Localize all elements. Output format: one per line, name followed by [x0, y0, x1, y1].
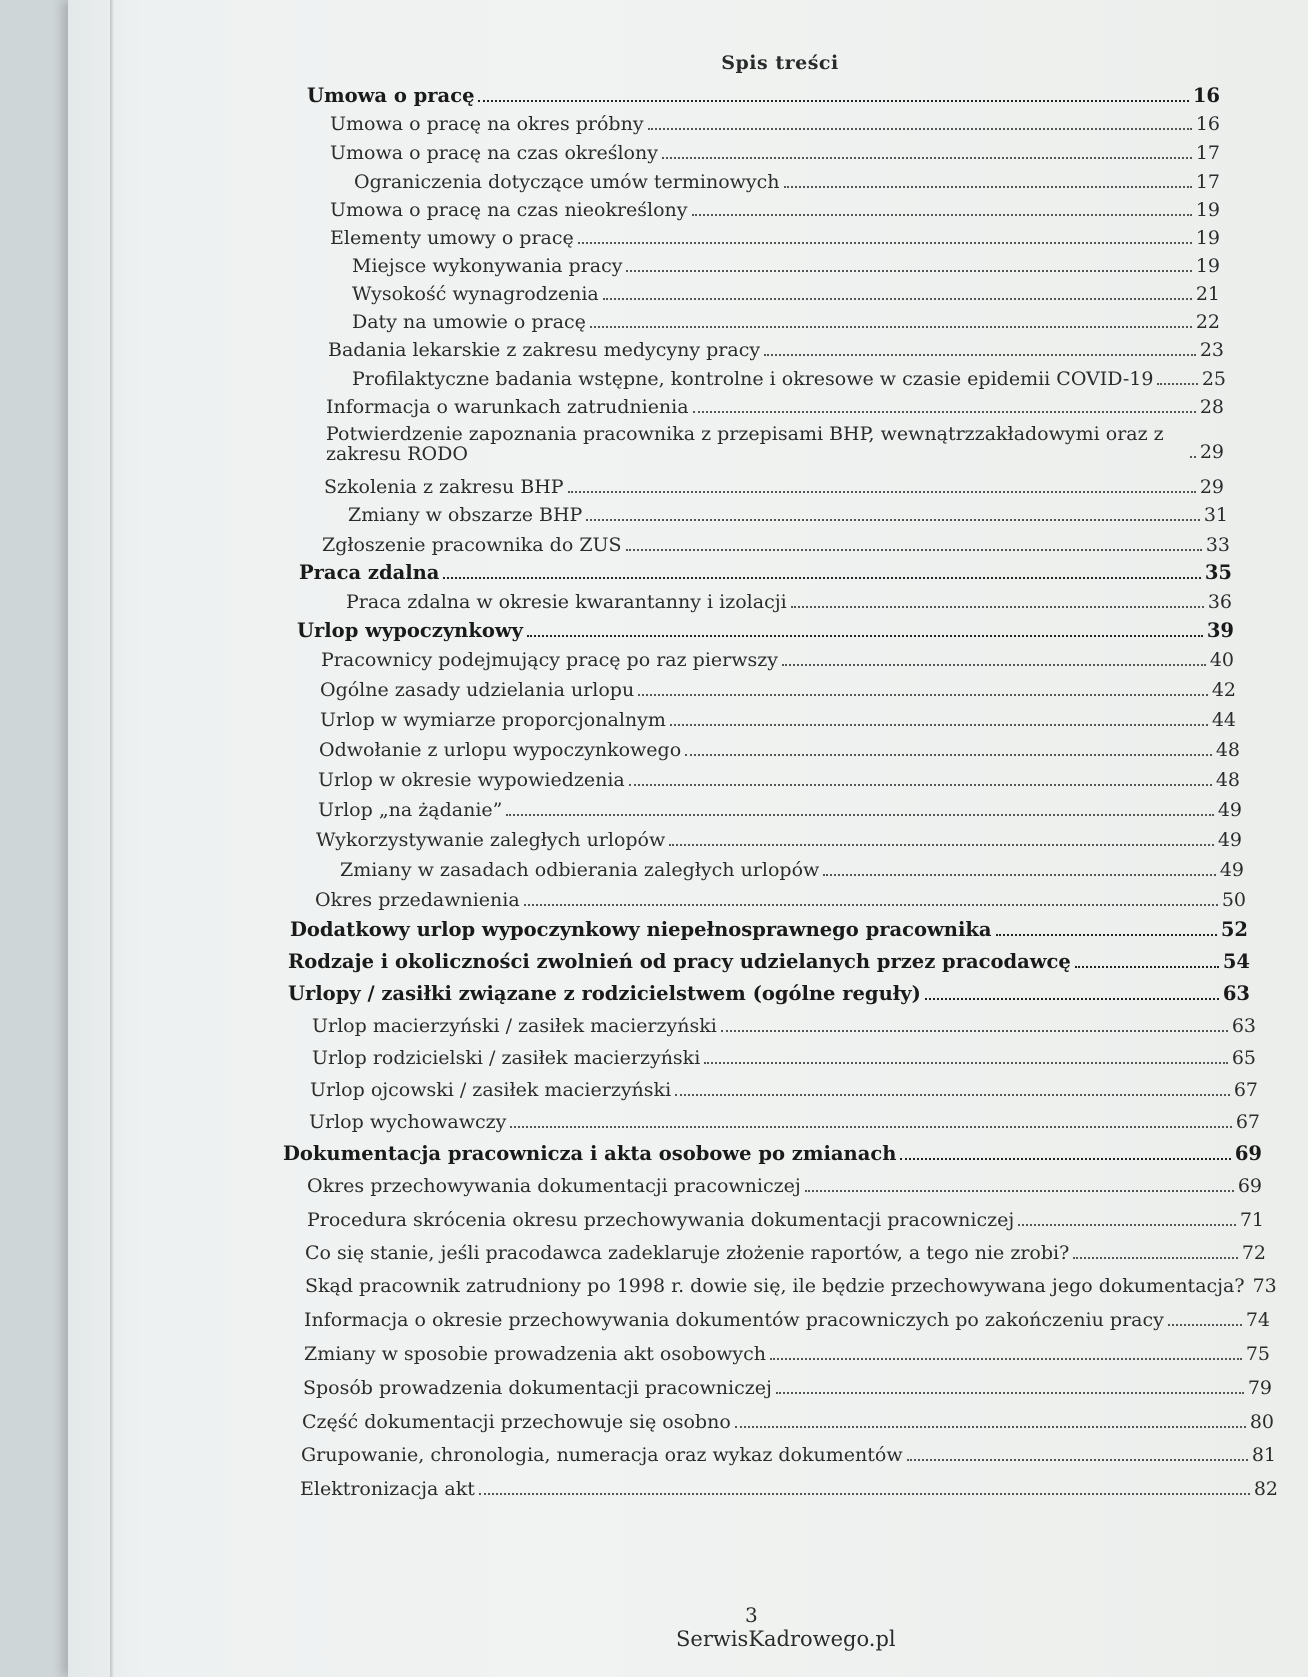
toc-section-entry [288, 950, 1250, 974]
toc-entry-page: 48 [1215, 769, 1240, 791]
toc-title: Spis treści [721, 52, 839, 74]
toc-entry-page: 17 [1195, 171, 1220, 193]
dot-leader [784, 184, 1192, 188]
dot-leader [925, 996, 1219, 1000]
toc-entry-page: 16 [1192, 84, 1220, 107]
toc-entry-title: Zgłoszenie pracownika do ZUS [322, 534, 622, 556]
toc-entry-page: 79 [1247, 1377, 1272, 1399]
toc-entry-title: Grupowanie, chronologia, numeracja oraz wykaz dokumentów [301, 1444, 903, 1466]
toc-entry-title: Wykorzystywanie zaległych urlopów [316, 829, 666, 851]
dot-leader [823, 872, 1216, 876]
toc-entry-title: Zmiany w obszarze BHP [348, 504, 583, 526]
toc-subsection-entry [354, 170, 1220, 194]
toc-entry-page: 23 [1199, 339, 1224, 361]
toc-section-entry [283, 1142, 1262, 1166]
dot-leader [638, 692, 1208, 696]
toc-entry-page: 67 [1233, 1079, 1258, 1101]
toc-entry-title: Badania lekarskie z zakresu medycyny pracy [328, 339, 761, 361]
dot-leader [907, 1457, 1248, 1461]
toc-entry-page: 21 [1195, 283, 1220, 305]
dot-leader [1075, 964, 1219, 968]
toc-entry-page: 80 [1249, 1411, 1274, 1433]
toc-section-entry [290, 918, 1248, 942]
toc-entry-page: 73 [1252, 1275, 1277, 1297]
toc-entry-page: 28 [1199, 396, 1224, 418]
toc-entry-title: Informacja o warunkach zatrudnienia [326, 396, 689, 418]
dot-leader [735, 1424, 1246, 1428]
dot-leader [693, 409, 1196, 413]
dot-leader [669, 842, 1214, 846]
toc-entry-title: Urlop w okresie wypowiedzenia [318, 769, 625, 791]
dot-leader [704, 1060, 1228, 1064]
dot-leader [670, 722, 1208, 726]
toc-entry-page: 42 [1211, 679, 1236, 701]
toc-subsection-entry [312, 1046, 1256, 1070]
toc-subsection-entry [346, 590, 1232, 614]
toc-subsection-entry [319, 738, 1240, 762]
toc-entry-title: Co się stanie, jeśli pracodawca zadeklaruje złożenie raportów, a tego nie zrobi? [305, 1242, 1070, 1264]
toc-subsection-entry [318, 798, 1242, 822]
dot-leader [626, 268, 1191, 272]
toc-subsection-entry [300, 1477, 1278, 1501]
dot-leader [648, 126, 1192, 130]
toc-entry-page: 71 [1239, 1209, 1264, 1231]
dot-leader [629, 782, 1212, 786]
toc-entry-title: Urlopy / zasiłki związane z rodzicielstwem (ogólne reguły) [288, 982, 921, 1005]
toc-subsection-entry [316, 828, 1242, 852]
toc-entry-page: 19 [1195, 199, 1220, 221]
toc-entry-title: Informacja o okresie przechowywania dokumentów pracowniczych po zakończeniu pracy [304, 1309, 1164, 1331]
toc-entry-title: Pracownicy podejmujący pracę po raz pierwszy [321, 649, 778, 671]
toc-subsection-entry [310, 1078, 1258, 1102]
toc-section-entry [307, 84, 1220, 108]
dot-leader [1073, 1255, 1238, 1259]
dot-leader [626, 547, 1202, 551]
toc-subsection-entry [326, 424, 1224, 464]
toc-entry-title: Urlop w wymiarze proporcjonalnym [320, 709, 666, 731]
toc-entry-title: Okres przechowywania dokumentacji pracowniczej [307, 1175, 801, 1197]
dot-leader [1168, 1322, 1242, 1326]
toc-subsection-entry [352, 310, 1220, 334]
dot-leader [782, 662, 1206, 666]
toc-entry-page: 82 [1253, 1478, 1278, 1500]
toc-subsection-entry [330, 141, 1220, 165]
dot-leader [996, 932, 1217, 936]
toc-entry-page: 54 [1222, 950, 1250, 973]
toc-entry-page: 74 [1245, 1309, 1270, 1331]
toc-entry-page: 16 [1195, 113, 1220, 135]
toc-entry-page: 81 [1251, 1444, 1276, 1466]
toc-entry-title: Szkolenia z zakresu BHP [324, 476, 564, 498]
toc-entry-page: 50 [1221, 889, 1246, 911]
dot-leader [527, 633, 1203, 637]
toc-entry-title: Urlop wychowawczy [309, 1111, 507, 1133]
toc-entry-page: 36 [1207, 591, 1232, 613]
toc-subsection-entry [307, 1208, 1264, 1232]
toc-subsection-entry [321, 648, 1234, 672]
toc-entry-title: Umowa o pracę [307, 84, 475, 107]
toc-entry-title: Dodatkowy urlop wypoczynkowy niepełnosprawnego pracownika [290, 918, 992, 941]
toc-entry-page: 39 [1206, 619, 1234, 642]
toc-entry-title: Umowa o pracę na czas określony [330, 142, 658, 164]
toc-entry-page: 49 [1217, 829, 1242, 851]
toc-subsection-entry [315, 888, 1246, 912]
toc-entry-title: Odwołanie z urlopu wypoczynkowego [319, 739, 682, 761]
toc-entry-title: Potwierdzenie zapoznania pracownika z przepisami BHP, wewnątrzzakładowymi oraz z zakresu RODO [326, 423, 1164, 465]
toc-subsection-entry [352, 367, 1226, 391]
toc-entry-page: 35 [1204, 561, 1232, 584]
toc-entry-page: 65 [1231, 1047, 1256, 1069]
toc-entry-title: Urlop „na żądanie” [318, 799, 503, 821]
dot-leader [770, 1356, 1242, 1360]
footer-site: SerwisKadrowego.pl [676, 1627, 896, 1651]
toc-entry-page: 22 [1195, 311, 1220, 333]
dot-leader [478, 98, 1188, 102]
dot-leader [443, 575, 1200, 579]
toc-entry-title: Urlop ojcowski / zasiłek macierzyński [310, 1079, 672, 1101]
toc-entry-page: 19 [1195, 227, 1220, 249]
toc-subsection-entry [307, 1174, 1262, 1198]
toc-subsection-entry [340, 858, 1244, 882]
toc-subsection-entry [304, 1308, 1270, 1332]
toc-entry-page: 69 [1234, 1142, 1262, 1165]
dot-leader [805, 1188, 1234, 1192]
toc-entry-title: Umowa o pracę na czas nieokreślony [330, 199, 688, 221]
toc-subsection-entry [305, 1274, 1277, 1298]
toc-entry-title: Umowa o pracę na okres próbny [330, 113, 644, 135]
toc-entry-title: Praca zdalna w okresie kwarantanny i izolacji [346, 591, 787, 613]
toc-entry-title: Urlop macierzyński / zasiłek macierzyński [312, 1015, 717, 1037]
dot-leader [479, 1491, 1250, 1495]
toc-subsection-entry [320, 708, 1236, 732]
toc-entry-page: 33 [1205, 534, 1230, 556]
dot-leader [568, 489, 1196, 493]
toc-entry-page: 29 [1199, 441, 1224, 463]
toc-entry-title: Wysokość wynagrodzenia [352, 283, 599, 305]
dot-leader [510, 1124, 1231, 1128]
toc-entry-page: 31 [1203, 504, 1228, 526]
toc-entry-title: Część dokumentacji przechowuje się osobno [302, 1411, 731, 1433]
dot-leader [721, 1028, 1228, 1032]
toc-entry-title: Zmiany w zasadach odbierania zaległych urlopów [340, 859, 820, 881]
toc-entry-title: Elektronizacja akt [300, 1478, 475, 1500]
dot-leader [524, 902, 1218, 906]
toc-section-entry [299, 561, 1232, 585]
toc-entry-title: Ogólne zasady udzielania urlopu [320, 679, 635, 701]
dot-leader [1157, 381, 1197, 385]
toc-subsection-entry [330, 226, 1220, 250]
toc-entry-title: Okres przedawnienia [315, 889, 520, 911]
dot-leader [764, 352, 1196, 356]
dot-leader [776, 1390, 1244, 1394]
toc-subsection-entry [318, 768, 1240, 792]
toc-subsection-entry [305, 1241, 1266, 1265]
toc-subsection-entry [324, 475, 1224, 499]
toc-entry-title: Miejsce wykonywania pracy [352, 255, 623, 277]
toc-entry-title: Sposób prowadzenia dokumentacji pracowniczej [303, 1377, 772, 1399]
toc-subsection-entry [320, 678, 1236, 702]
toc-entry-page: 63 [1231, 1015, 1256, 1037]
toc-subsection-entry [330, 198, 1220, 222]
toc-entry-page: 19 [1195, 255, 1220, 277]
toc-entry-title: Skąd pracownik zatrudniony po 1998 r. dowie się, ile będzie przechowywana jego dokumentacja? [305, 1275, 1245, 1297]
toc-subsection-entry [304, 1342, 1270, 1366]
toc-entry-title: Urlop rodzicielski / zasiłek macierzyński [312, 1047, 701, 1069]
toc-subsection-entry [309, 1110, 1260, 1134]
toc-entry-page: 17 [1195, 142, 1220, 164]
toc-subsection-entry [326, 395, 1224, 419]
toc-entry-title: Rodzaje i okoliczności zwolnień od pracy udzielanych przez pracodawcę [288, 950, 1071, 973]
toc-entry-page: 49 [1217, 799, 1242, 821]
dot-leader [675, 1092, 1230, 1096]
toc-entry-title: Praca zdalna [299, 561, 440, 584]
dot-leader [1190, 454, 1196, 458]
dot-leader [1018, 1222, 1236, 1226]
toc-entry-title: Dokumentacja pracownicza i akta osobowe po zmianach [283, 1142, 897, 1165]
toc-subsection-entry [328, 338, 1224, 362]
toc-entry-page: 52 [1220, 918, 1248, 941]
dot-leader [685, 752, 1212, 756]
toc-entry-title: Zmiany w sposobie prowadzenia akt osobowych [304, 1343, 766, 1365]
toc-subsection-entry [303, 1376, 1272, 1400]
dot-leader [506, 812, 1213, 816]
toc-subsection-entry [301, 1443, 1276, 1467]
toc-entry-title: Urlop wypoczynkowy [297, 619, 523, 642]
dot-leader [590, 324, 1192, 328]
toc-subsection-entry [302, 1410, 1274, 1434]
dot-leader [586, 517, 1199, 521]
toc-subsection-entry [312, 1014, 1256, 1038]
toc-subsection-entry [348, 503, 1228, 527]
toc-entry-page: 25 [1201, 368, 1226, 390]
dot-leader [692, 212, 1192, 216]
toc-entry-title: Elementy umowy o pracę [330, 227, 574, 249]
toc-entry-title: Procedura skrócenia okresu przechowywania dokumentacji pracowniczej [307, 1209, 1015, 1231]
toc-entry-title: Profilaktyczne badania wstępne, kontrolne i okresowe w czasie epidemii COVID-19 [352, 368, 1154, 390]
toc-subsection-entry [330, 112, 1220, 136]
toc-entry-page: 49 [1219, 859, 1244, 881]
dot-leader [662, 155, 1192, 159]
toc-entry-page: 44 [1211, 709, 1236, 731]
page-number: 3 [745, 1603, 758, 1627]
dot-leader [900, 1156, 1230, 1160]
toc-section-entry [297, 619, 1234, 643]
toc-entry-page: 75 [1245, 1343, 1270, 1365]
toc-subsection-entry [322, 533, 1230, 557]
dot-leader [791, 604, 1204, 608]
toc-subsection-entry [352, 282, 1220, 306]
dot-leader [578, 240, 1192, 244]
dot-leader [603, 296, 1192, 300]
toc-entry-page: 69 [1237, 1175, 1262, 1197]
toc-entry-page: 48 [1215, 739, 1240, 761]
toc-entry-page: 72 [1241, 1242, 1266, 1264]
toc-entry-title: Daty na umowie o pracę [352, 311, 586, 333]
toc-entry-title: Ograniczenia dotyczące umów terminowych [354, 171, 780, 193]
toc-section-entry [288, 982, 1250, 1006]
toc-entry-page: 40 [1209, 649, 1234, 671]
toc-entry-page: 63 [1222, 982, 1250, 1005]
toc-entry-page: 67 [1235, 1111, 1260, 1133]
toc-subsection-entry [352, 254, 1220, 278]
toc-entry-page: 29 [1199, 476, 1224, 498]
